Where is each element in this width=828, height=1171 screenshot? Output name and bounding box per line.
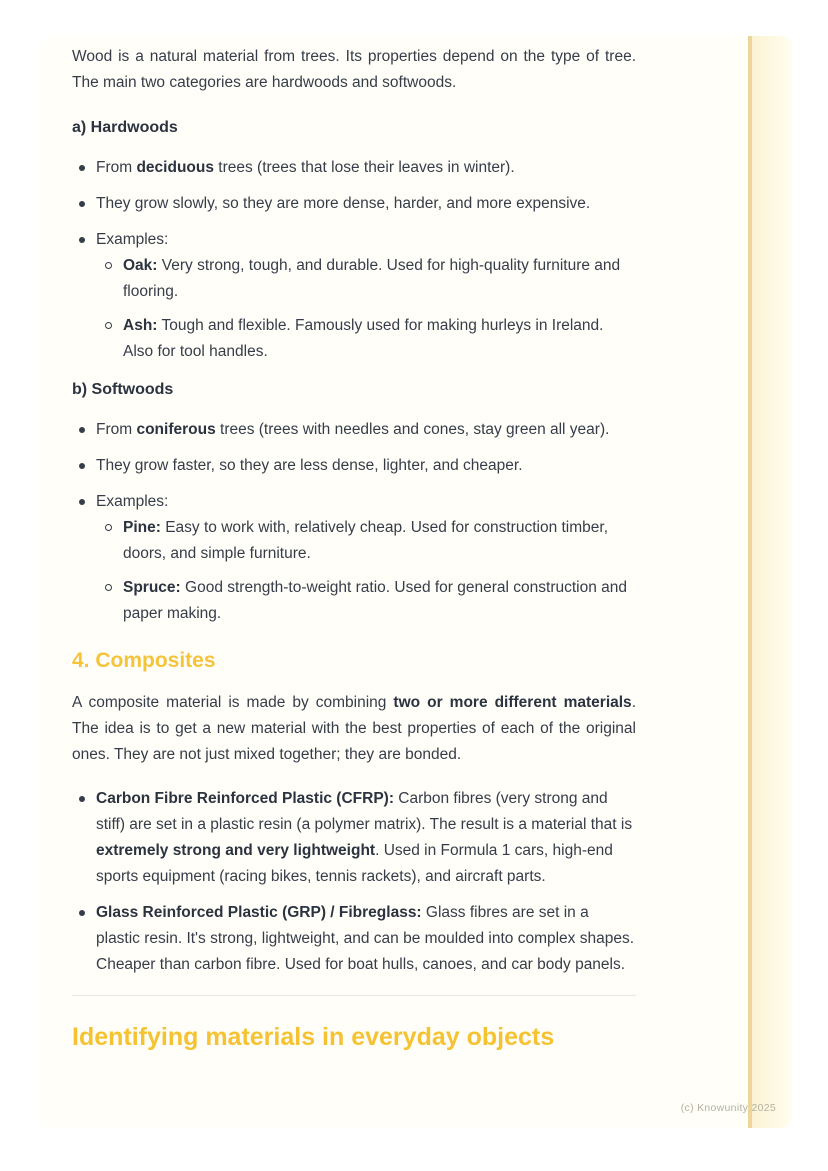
document-content [40, 36, 636, 1052]
text-run: Carbon fibres (very strong and stiff) are set in a plastic resin (a polymer matrix). The result is a material that is [96, 790, 633, 833]
list-item [96, 227, 636, 365]
text-run: Tough and flexible. Famously used for making hurleys in Ireland. Also for tool handles. [123, 317, 604, 360]
text-run-bold: deciduous [136, 159, 214, 176]
softwoods-list [72, 417, 636, 627]
text-run: Examples: [96, 493, 169, 510]
list-item [123, 253, 636, 305]
identifying-materials-heading: Identifying materials in everyday objects [72, 1023, 555, 1051]
composites-paragraph [72, 690, 636, 768]
list-item [96, 489, 636, 627]
text-run-bold: two or more different materials [393, 694, 632, 711]
page-edge-accent-strip [748, 36, 792, 1128]
text-run-bold: Carbon Fibre Reinforced Plastic (CFRP): [96, 790, 394, 807]
text-run: From [96, 159, 137, 176]
hardwoods-list [72, 155, 636, 365]
intro-paragraph: Wood is a natural material from trees. Its properties depend on the type of tree. The main two categories are hardwoods and softwoods. [72, 48, 636, 91]
list-item [123, 575, 636, 627]
text-run: Examples: [96, 231, 169, 248]
text-run: . Used in Formula 1 cars, high-end sports equipment (racing bikes, tennis rackets), and aircraft parts. [96, 842, 613, 885]
text-run: Very strong, tough, and durable. Used for high-quality furniture and flooring. [123, 257, 621, 300]
list-item [96, 417, 636, 443]
list-item [96, 900, 636, 978]
document-page [40, 36, 792, 1128]
text-run: Easy to work with, relatively cheap. Used for construction timber, doors, and simple furniture. [123, 519, 609, 562]
list-item [123, 515, 636, 567]
text-run-bold: Oak: [123, 257, 158, 274]
hardwoods-heading: a) Hardwoods [72, 119, 178, 136]
section-divider [72, 995, 636, 996]
list-item: They grow slowly, so they are more dense, harder, and more expensive. [96, 191, 636, 217]
text-run-bold: Spruce: [123, 579, 181, 596]
text-run: trees (trees that lose their leaves in winter). [213, 159, 515, 176]
copyright-watermark: (c) Knowunity 2025 [680, 1102, 776, 1114]
text-run: . The idea is to get a new material with the best properties of each of the original ones. They are not just mixed together; they are bonded. [72, 694, 636, 763]
text-run-bold: Pine: [123, 519, 161, 536]
composites-list [72, 786, 636, 978]
text-run: Glass fibres are set in a plastic resin. It's strong, lightweight, and can be moulded into complex shapes. Cheaper than carbon fibre. Used for boat hulls, canoes, and car body panels. [96, 904, 635, 973]
list-item [123, 313, 636, 365]
softwoods-heading: b) Softwoods [72, 381, 174, 398]
text-run-bold: Glass Reinforced Plastic (GRP) / Fibreglass: [96, 904, 422, 921]
text-run: Good strength-to-weight ratio. Used for general construction and paper making. [123, 579, 628, 622]
list-item: They grow faster, so they are less dense, lighter, and cheaper. [96, 453, 636, 479]
text-run: trees (trees with needles and cones, stay green all year). [215, 421, 610, 438]
text-run-bold: coniferous [136, 421, 216, 438]
list-item [96, 786, 636, 890]
text-run-bold: Ash: [123, 317, 158, 334]
text-run: A composite material is made by combining [72, 694, 394, 711]
list-item [96, 155, 636, 181]
softwoods-examples-list [96, 515, 636, 627]
hardwoods-examples-list [96, 253, 636, 365]
composites-section-heading: 4. Composites [72, 649, 216, 672]
text-run: From [96, 421, 137, 438]
text-run-bold: extremely strong and very lightweight [96, 842, 376, 859]
